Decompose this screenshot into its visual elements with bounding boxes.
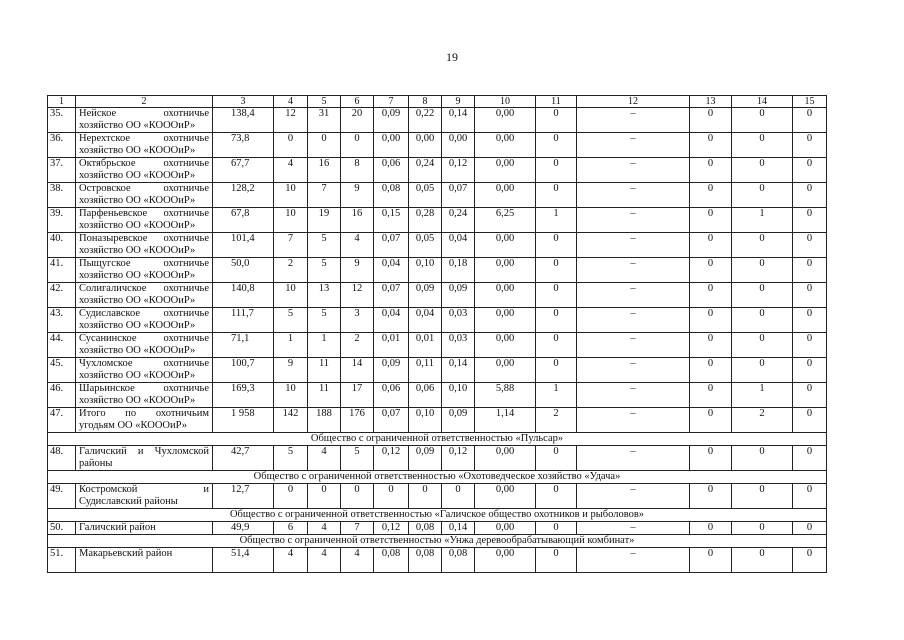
table-cell: 11 (308, 383, 341, 408)
table-cell: – (577, 258, 690, 283)
table-cell: 0,14 (442, 522, 475, 535)
table-cell: 0 (690, 283, 732, 308)
table-cell: 0,10 (409, 258, 442, 283)
table-cell: 0,07 (374, 233, 409, 258)
table-cell: – (577, 408, 690, 433)
table-cell: 0,12 (442, 446, 475, 471)
table-cell: 0,09 (442, 283, 475, 308)
table-cell: 1 (274, 333, 308, 358)
row-name: Макарьевский район (76, 548, 213, 573)
table-cell: 0,28 (409, 208, 442, 233)
table-cell: 0,06 (374, 158, 409, 183)
table-cell: 0 (732, 158, 793, 183)
row-number: 35. (48, 108, 76, 133)
table-cell: 0,06 (409, 383, 442, 408)
table-cell: 51,4 (213, 548, 274, 573)
row-number: 51. (48, 548, 76, 573)
row-name: Пыщугское охотничье хозяйство ОО «КОООиР» (76, 258, 213, 283)
table-cell: 0,14 (442, 108, 475, 133)
table-cell: 7 (341, 522, 374, 535)
table-row (48, 383, 827, 408)
row-number: 40. (48, 233, 76, 258)
table-cell: 0 (274, 133, 308, 158)
table-cell: 0 (690, 158, 732, 183)
table-cell: 0 (536, 548, 577, 573)
table-cell: 4 (341, 233, 374, 258)
table-cell: 0 (308, 133, 341, 158)
table-cell: 6 (274, 522, 308, 535)
table-cell: 17 (341, 383, 374, 408)
table-cell: 0 (793, 133, 827, 158)
table-cell: 67,7 (213, 158, 274, 183)
table-cell: 2 (732, 408, 793, 433)
table-cell: 0,00 (475, 158, 536, 183)
table-cell: 0 (732, 283, 793, 308)
row-name: Нерехтское охотничье хозяйство ОО «КОООиР» (76, 133, 213, 158)
table-cell: 5 (341, 446, 374, 471)
table-cell: 0 (793, 308, 827, 333)
row-number: 44. (48, 333, 76, 358)
table-cell: 0 (341, 484, 374, 509)
section-row (48, 471, 827, 484)
row-name: Парфеньевское охотничье хозяйство ОО «КОООиР» (76, 208, 213, 233)
table-cell: 0 (732, 484, 793, 509)
table-cell: 0,00 (475, 446, 536, 471)
table-row (48, 183, 827, 208)
row-number: 49. (48, 484, 76, 509)
row-number: 43. (48, 308, 76, 333)
table-cell: 0 (732, 258, 793, 283)
column-header: 13 (690, 96, 732, 108)
table-cell: 4 (308, 446, 341, 471)
row-name: Солигаличское охотничье хозяйство ОО «КОООиР» (76, 283, 213, 308)
table-row (48, 233, 827, 258)
table-cell: – (577, 133, 690, 158)
table-cell: 0 (690, 308, 732, 333)
row-number: 45. (48, 358, 76, 383)
table-cell: 0 (793, 408, 827, 433)
table-cell: 0 (793, 522, 827, 535)
table-cell: 0 (793, 283, 827, 308)
table-cell: 5 (308, 308, 341, 333)
table-cell: 1 958 (213, 408, 274, 433)
table-cell: – (577, 108, 690, 133)
row-number: 41. (48, 258, 76, 283)
table-row (48, 283, 827, 308)
table-cell: 0,00 (475, 333, 536, 358)
table-cell: 0 (732, 333, 793, 358)
table-cell: 0 (690, 333, 732, 358)
row-name: Нейское охотничье хозяйство ОО «КОООиР» (76, 108, 213, 133)
table-cell: 5 (308, 233, 341, 258)
table-cell: 5,88 (475, 383, 536, 408)
table-cell: 0 (690, 522, 732, 535)
table-cell: 0 (690, 383, 732, 408)
table-cell: – (577, 548, 690, 573)
table-cell: 0,18 (442, 258, 475, 283)
table-cell: 0,04 (442, 233, 475, 258)
table-cell: 0 (536, 484, 577, 509)
row-name: Шарьинское охотничье хозяйство ОО «КОООиР» (76, 383, 213, 408)
section-row (48, 535, 827, 548)
table-cell: 0 (690, 233, 732, 258)
table-row (48, 258, 827, 283)
table-cell: 14 (341, 358, 374, 383)
row-name: Октябрьское охотничье хозяйство ОО «КОООиР» (76, 158, 213, 183)
table-cell: 0,07 (374, 408, 409, 433)
table-row (48, 108, 827, 133)
table-cell: 0 (793, 183, 827, 208)
table-cell: 0 (793, 383, 827, 408)
table-row (48, 446, 827, 471)
column-header: 12 (577, 96, 690, 108)
table-cell: 0 (536, 446, 577, 471)
table-cell: 0 (536, 158, 577, 183)
table-cell: 0 (793, 358, 827, 383)
table-cell: 0,03 (442, 308, 475, 333)
table-cell: 0,04 (374, 308, 409, 333)
table-cell: 138,4 (213, 108, 274, 133)
table-cell: – (577, 333, 690, 358)
table-cell: 2 (274, 258, 308, 283)
table-cell: 13 (308, 283, 341, 308)
page-number: 19 (446, 50, 458, 64)
table-cell: 111,7 (213, 308, 274, 333)
table-cell: 49,9 (213, 522, 274, 535)
row-number: 46. (48, 383, 76, 408)
table-cell: 0 (536, 283, 577, 308)
table-cell: 0 (308, 484, 341, 509)
table-cell: 0,12 (374, 446, 409, 471)
table-cell: 0,00 (475, 108, 536, 133)
table-row (48, 408, 827, 433)
table-cell: 188 (308, 408, 341, 433)
table-cell: 0 (536, 233, 577, 258)
table-cell: 0 (793, 548, 827, 573)
table-cell: 0 (793, 258, 827, 283)
column-header: 8 (409, 96, 442, 108)
table-cell: 5 (274, 446, 308, 471)
table-cell: 140,8 (213, 283, 274, 308)
table-cell: 42,7 (213, 446, 274, 471)
table-cell: – (577, 522, 690, 535)
table-cell: – (577, 383, 690, 408)
table-cell: 4 (274, 548, 308, 573)
row-number: 38. (48, 183, 76, 208)
table-cell: 19 (308, 208, 341, 233)
table-cell: 0 (793, 233, 827, 258)
table-cell: 12 (341, 283, 374, 308)
row-name: Поназыревское охотничье хозяйство ОО «КОООиР» (76, 233, 213, 258)
table-cell: 0 (274, 484, 308, 509)
table-cell: 20 (341, 108, 374, 133)
table-cell: 0 (690, 208, 732, 233)
table-cell: 0,09 (442, 408, 475, 433)
table-cell: 0 (690, 446, 732, 471)
table-cell: 0,00 (409, 133, 442, 158)
table-cell: 142 (274, 408, 308, 433)
table-cell: 4 (308, 522, 341, 535)
table-cell: 0 (536, 108, 577, 133)
table-cell: 71,1 (213, 333, 274, 358)
row-name: Итого по охотничьим угодьям ОО «КОООиР» (76, 408, 213, 433)
row-name: Галичский и Чухломской районы (76, 446, 213, 471)
table-cell: 12 (274, 108, 308, 133)
table-cell: 101,4 (213, 233, 274, 258)
row-name: Галичский район (76, 522, 213, 535)
column-header: 10 (475, 96, 536, 108)
column-header: 7 (374, 96, 409, 108)
table-cell: 0,08 (442, 548, 475, 573)
table-cell: 0 (690, 358, 732, 383)
column-header: 1 (48, 96, 76, 108)
table-cell: 0,09 (409, 446, 442, 471)
row-number: 50. (48, 522, 76, 535)
row-name: Судиславское охотничье хозяйство ОО «КОООиР» (76, 308, 213, 333)
table-cell: 100,7 (213, 358, 274, 383)
table-cell: 0,00 (475, 548, 536, 573)
table-cell: 9 (274, 358, 308, 383)
row-number: 37. (48, 158, 76, 183)
table-cell: 1 (308, 333, 341, 358)
table-row (48, 522, 827, 535)
table-cell: 0 (793, 158, 827, 183)
table-cell: 5 (274, 308, 308, 333)
row-name: Костромской и Судиславский районы (76, 484, 213, 509)
table-cell: 0,14 (442, 358, 475, 383)
table-row (48, 333, 827, 358)
table-cell: 8 (341, 158, 374, 183)
table-cell: – (577, 358, 690, 383)
table-cell: 0,00 (475, 522, 536, 535)
table-cell: 0 (732, 308, 793, 333)
section-title: Общество с ограниченной ответственностью «Унжа деревообрабатывающий комбинат» (48, 535, 827, 548)
table-cell: 0 (732, 108, 793, 133)
table-cell: 9 (341, 258, 374, 283)
table-cell: 0 (409, 484, 442, 509)
table-cell: 0 (793, 446, 827, 471)
table-cell: – (577, 283, 690, 308)
table-cell: 0,24 (442, 208, 475, 233)
row-number: 39. (48, 208, 76, 233)
table-cell: 0,05 (409, 183, 442, 208)
table-cell: 0,12 (374, 522, 409, 535)
table-cell: – (577, 308, 690, 333)
table-cell: 0,00 (475, 358, 536, 383)
table-cell: 0,01 (409, 333, 442, 358)
table-cell: – (577, 183, 690, 208)
table-cell: 1 (732, 208, 793, 233)
data-table (47, 95, 827, 573)
row-number: 42. (48, 283, 76, 308)
table-cell: 10 (274, 283, 308, 308)
row-name: Сусанинское охотничье хозяйство ОО «КОООиР» (76, 333, 213, 358)
table-cell: 0 (536, 308, 577, 333)
table-cell: 16 (308, 158, 341, 183)
table-cell: 7 (274, 233, 308, 258)
table-cell: – (577, 233, 690, 258)
table-cell: 16 (341, 208, 374, 233)
table-cell: 0 (536, 258, 577, 283)
table-cell: 1 (536, 208, 577, 233)
table-cell: 0,12 (442, 158, 475, 183)
table-cell: 2 (536, 408, 577, 433)
table-cell: 0 (690, 258, 732, 283)
table-cell: 0,09 (409, 283, 442, 308)
table-cell: 169,3 (213, 383, 274, 408)
column-header: 6 (341, 96, 374, 108)
table-cell: 7 (308, 183, 341, 208)
table-cell: 0 (690, 484, 732, 509)
table-cell: 0 (341, 133, 374, 158)
table-cell: 0,07 (442, 183, 475, 208)
table-cell: 0 (732, 183, 793, 208)
table-cell: 0,08 (409, 548, 442, 573)
table-cell: 5 (308, 258, 341, 283)
table-cell: 0,00 (475, 133, 536, 158)
section-title: Общество с ограниченной ответственностью «Галичское общество охотников и рыболовов» (48, 509, 827, 522)
table-cell: 0 (793, 333, 827, 358)
table-cell: 0,00 (475, 484, 536, 509)
table-cell: 0 (690, 108, 732, 133)
table-cell: – (577, 484, 690, 509)
table-cell: 0 (732, 233, 793, 258)
column-header: 11 (536, 96, 577, 108)
table-cell: 0,11 (409, 358, 442, 383)
table-cell: 0 (442, 484, 475, 509)
table-row (48, 308, 827, 333)
table-cell: 4 (341, 548, 374, 573)
section-title: Общество с ограниченной ответственностью «Пульсар» (48, 433, 827, 446)
column-header: 2 (76, 96, 213, 108)
table-cell: 31 (308, 108, 341, 133)
table-cell: 3 (341, 308, 374, 333)
table-cell: 4 (274, 158, 308, 183)
table-cell: 0 (732, 522, 793, 535)
table-cell: 0,08 (374, 548, 409, 573)
table-cell: 128,2 (213, 183, 274, 208)
table-cell: 10 (274, 383, 308, 408)
table-cell: 0 (732, 358, 793, 383)
table-cell: 0,04 (374, 258, 409, 283)
table-cell: 10 (274, 183, 308, 208)
table-cell: 0 (732, 548, 793, 573)
row-name: Чухломское охотничье хозяйство ОО «КОООиР» (76, 358, 213, 383)
table-cell: 0,07 (374, 283, 409, 308)
section-title: Общество с ограниченной ответственностью «Охотоведческое хозяйство «Удача» (48, 471, 827, 484)
row-number: 47. (48, 408, 76, 433)
section-row (48, 509, 827, 522)
table-cell: 0 (690, 408, 732, 433)
row-name: Островское охотничье хозяйство ОО «КОООиР» (76, 183, 213, 208)
table-cell: 0,00 (442, 133, 475, 158)
table-cell: 0 (732, 133, 793, 158)
column-header: 9 (442, 96, 475, 108)
table-row (48, 158, 827, 183)
table-cell: 0 (536, 333, 577, 358)
table-row (48, 358, 827, 383)
table-cell: 2 (341, 333, 374, 358)
table-cell: 0,05 (409, 233, 442, 258)
table-cell: 1,14 (475, 408, 536, 433)
table-cell: 4 (308, 548, 341, 573)
table-cell: 0 (536, 133, 577, 158)
table-cell: 1 (536, 383, 577, 408)
table-cell: 0 (793, 484, 827, 509)
table-cell: 50,0 (213, 258, 274, 283)
table-cell: 0,08 (409, 522, 442, 535)
table-cell: 0 (536, 183, 577, 208)
table-row (48, 133, 827, 158)
table-cell: 0 (793, 108, 827, 133)
table-cell: 0,01 (374, 333, 409, 358)
table-cell: 0 (690, 133, 732, 158)
table-cell: 12,7 (213, 484, 274, 509)
table-cell: 0,00 (374, 133, 409, 158)
table-cell: 0 (690, 183, 732, 208)
table-cell: 6,25 (475, 208, 536, 233)
table-cell: 9 (341, 183, 374, 208)
table-row (48, 208, 827, 233)
table-cell: 0,03 (442, 333, 475, 358)
table-cell: 0,10 (442, 383, 475, 408)
table-cell: 0 (536, 522, 577, 535)
table-cell: 73,8 (213, 133, 274, 158)
table-cell: 0 (690, 548, 732, 573)
column-header: 4 (274, 96, 308, 108)
table-cell: 0,10 (409, 408, 442, 433)
table-cell: 0 (536, 358, 577, 383)
table-cell: 1 (732, 383, 793, 408)
table-cell: 0,00 (475, 258, 536, 283)
table-cell: 0,08 (374, 183, 409, 208)
column-header: 14 (732, 96, 793, 108)
table-cell: 67,8 (213, 208, 274, 233)
table-cell: 0,09 (374, 358, 409, 383)
table-cell: 0,15 (374, 208, 409, 233)
section-row (48, 433, 827, 446)
table-cell: 0,00 (475, 308, 536, 333)
column-header: 3 (213, 96, 274, 108)
column-header: 5 (308, 96, 341, 108)
table-cell: 0,00 (475, 183, 536, 208)
table-cell: 11 (308, 358, 341, 383)
table-cell: 0,24 (409, 158, 442, 183)
table-cell: 0,00 (475, 283, 536, 308)
table-cell: 0 (793, 208, 827, 233)
table-cell: 0,09 (374, 108, 409, 133)
row-number: 48. (48, 446, 76, 471)
table-cell: 0,06 (374, 383, 409, 408)
table-cell: – (577, 208, 690, 233)
table-cell: 0 (732, 446, 793, 471)
header-row (48, 96, 827, 108)
table-cell: 0 (374, 484, 409, 509)
table-cell: 0,00 (475, 233, 536, 258)
table-row (48, 548, 827, 573)
table-cell: 0,22 (409, 108, 442, 133)
table-cell: 0,04 (409, 308, 442, 333)
row-number: 36. (48, 133, 76, 158)
table-cell: – (577, 446, 690, 471)
table-cell: 10 (274, 208, 308, 233)
table-cell: – (577, 158, 690, 183)
column-header: 15 (793, 96, 827, 108)
table-row (48, 484, 827, 509)
table-cell: 176 (341, 408, 374, 433)
